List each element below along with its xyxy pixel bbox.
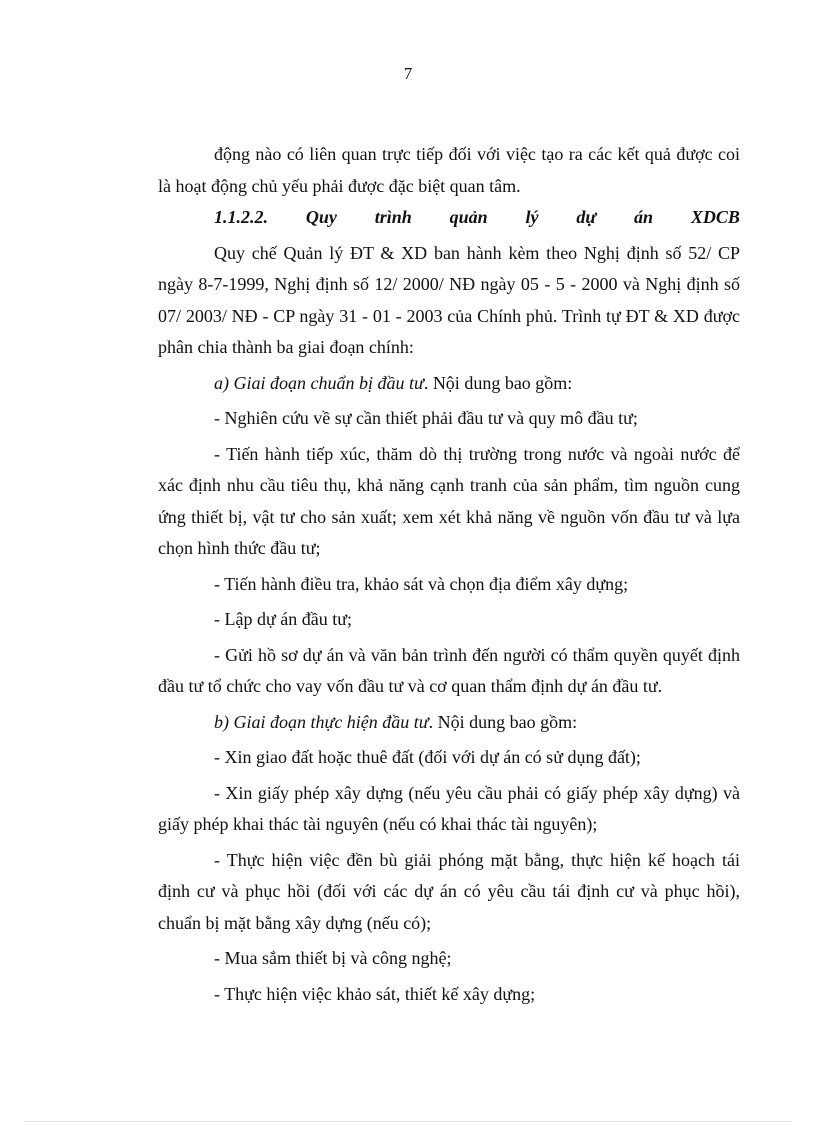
heading-word: Quy — [305, 207, 337, 227]
stage-b-label: b) Giai đoạn thực hiện đầu tư — [214, 711, 429, 732]
page-bottom-divider — [24, 1121, 792, 1122]
paragraph-regulation: Quy chế Quản lý ĐT & XD ban hành kèm theo Nghị định số 52/ CP ngày 8-7-1999, Nghị định số 12/ 2000/ NĐ ngày 05 - 5 - 2000 và Nghị định số 07/ 2003/ NĐ - CP ngày 31 - 01 - 2003 của Chính phủ. Trình tự ĐT & XD được phân chia thành ba giai đoạn chính: — [158, 242, 740, 357]
stage-b-rest: . Nội dung bao gồm: — [428, 711, 578, 732]
list-item: - Mua sắm thiết bị và công nghệ; — [214, 948, 452, 968]
heading-word: lý — [525, 207, 539, 227]
heading-word: án — [634, 207, 654, 227]
heading-number: 1.1.2.2. — [214, 207, 268, 227]
list-item: - Tiến hành điều tra, khảo sát và chọn địa điểm xây dựng; — [214, 573, 629, 594]
stage-b-heading — [158, 707, 740, 739]
list-item: - Xin giao đất hoặc thuê đất (đối với dự án có sử dụng đất); — [214, 747, 641, 767]
heading-word: XDCB — [690, 207, 740, 227]
document-body — [158, 139, 740, 1010]
heading-word: trình — [374, 207, 412, 227]
stage-a-rest: . Nội dung bao gồm: — [423, 372, 573, 393]
list-item: - Thực hiện việc đền bù giải phóng mặt bằng, thực hiện kế hoạch tái định cư và phục hồi (đối với các dự án có yêu cầu tái định cư và phục hồi), chuẩn bị mặt bằng xây dựng (nếu có); — [158, 849, 740, 933]
section-heading — [158, 202, 740, 234]
paragraph-continuation: động nào có liên quan trực tiếp đối với việc tạo ra các kết quả được coi là hoạt động chủ yếu phải được đặc biệt quan tâm. — [158, 144, 740, 196]
heading-word: quản — [449, 207, 488, 227]
list-item: - Nghiên cứu về sự cần thiết phải đầu tư và quy mô đầu tư; — [214, 408, 638, 428]
list-item: - Tiến hành tiếp xúc, thăm dò thị trường trong nước và ngoài nước để xác định nhu cầu tiêu thụ, khả năng cạnh tranh của sản phẩm, tìm nguồn cung ứng thiết bị, vật tư cho sản xuất; xem xét khả năng về nguồn vốn đầu tư và lựa chọn hình thức đầu tư; — [158, 443, 740, 558]
page-number: 7 — [403, 64, 413, 83]
list-item: - Lập dự án đầu tư; — [214, 609, 352, 629]
list-item: - Thực hiện việc khảo sát, thiết kế xây dựng; — [214, 983, 536, 1004]
list-item: - Xin giấy phép xây dựng (nếu yêu cầu phải có giấy phép xây dựng) và giấy phép khai thác tài nguyên (nếu có khai thác tài nguyên); — [158, 782, 740, 834]
stage-a-heading — [158, 368, 740, 400]
heading-word: dự — [576, 207, 597, 227]
list-item: - Gửi hồ sơ dự án và văn bản trình đến người có thẩm quyền quyết định đầu tư tổ chức cho vay vốn đầu tư và cơ quan thẩm định dự án đầu tư. — [158, 644, 740, 696]
stage-a-label: a) Giai đoạn chuẩn bị đầu tư — [214, 372, 424, 393]
